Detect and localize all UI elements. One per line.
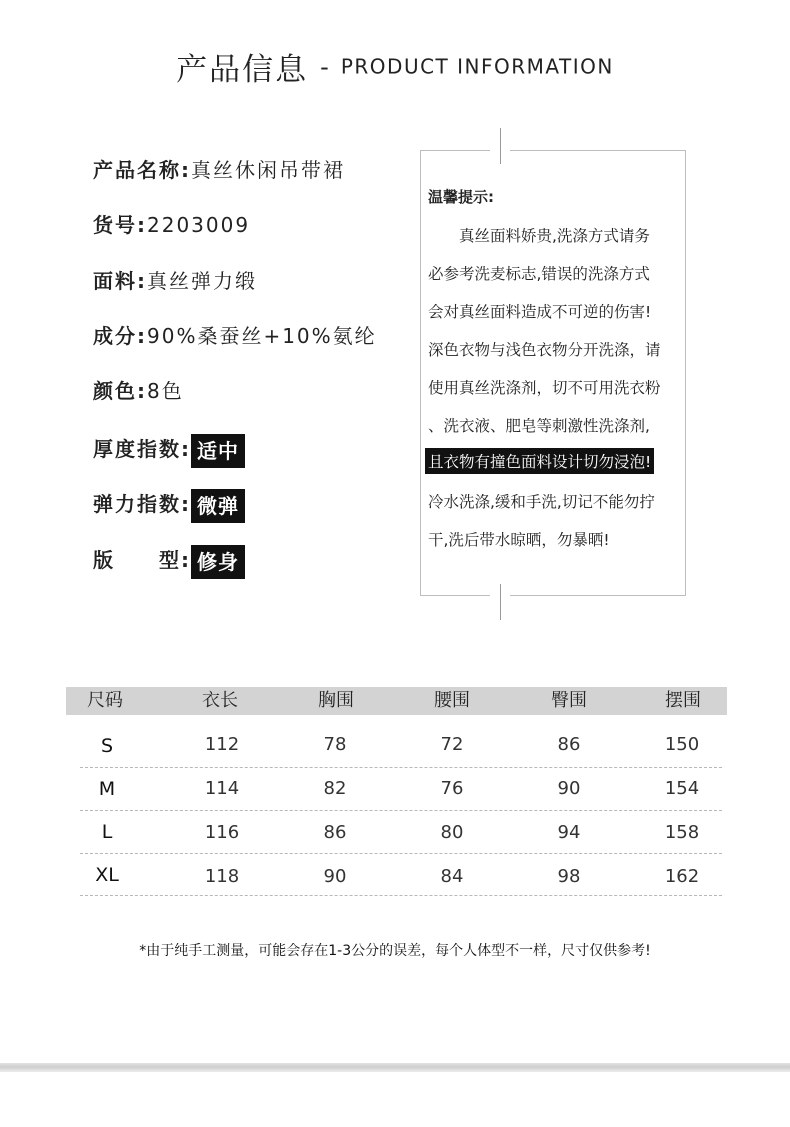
- size-cell: L: [101, 821, 113, 843]
- spec-label: 版 型:: [93, 548, 191, 572]
- care-line: 会对真丝面料造成不可逆的伤害!: [428, 303, 652, 321]
- box-connector-bottom: [500, 584, 501, 620]
- care-line: 深色衣物与浅色衣物分开洗涤，请: [428, 341, 661, 359]
- row-divider: [80, 895, 722, 896]
- spec-label: 货号:: [93, 213, 147, 237]
- table-cell: 78: [323, 734, 347, 755]
- table-cell: 86: [323, 822, 347, 843]
- spec-color: [93, 373, 423, 409]
- row-divider: [80, 767, 722, 768]
- table-cell: 158: [664, 822, 700, 843]
- table-cell: 94: [557, 822, 581, 843]
- care-line: 必参考洗麦标志,错误的洗涤方式: [428, 265, 650, 283]
- table-cell: 112: [204, 734, 240, 755]
- table-cell: 150: [664, 734, 700, 755]
- col-header-hem: 摆围: [665, 690, 701, 711]
- spec-label: 厚度指数:: [93, 437, 191, 461]
- row-divider: [80, 853, 722, 854]
- size-table-header: [66, 687, 727, 715]
- table-cell: 90: [323, 866, 347, 887]
- care-line-highlight: 且衣物有撞色面料设计切勿浸泡!: [425, 448, 654, 474]
- thickness-badge: 适中: [191, 434, 245, 468]
- care-line: 冷水洗涤,缓和手洗,切记不能勿拧: [428, 493, 655, 511]
- table-cell: 154: [664, 778, 700, 799]
- fit-badge: 修身: [191, 545, 245, 579]
- row-divider: [80, 810, 722, 811]
- spec-composition: [93, 318, 423, 354]
- size-cell: M: [98, 778, 116, 800]
- table-cell: 76: [440, 778, 464, 799]
- spec-item-number: [93, 207, 423, 243]
- care-line: 干,洗后带水晾晒，勿暴晒!: [428, 531, 610, 549]
- spec-fit: [93, 542, 423, 578]
- table-cell: 86: [557, 734, 581, 755]
- spec-value: 8色: [147, 379, 184, 403]
- bottom-divider: [0, 1063, 790, 1072]
- table-cell: 98: [557, 866, 581, 887]
- title-en: PRODUCT INFORMATION: [340, 54, 614, 79]
- table-cell: 162: [664, 866, 700, 887]
- col-header-length: 衣长: [202, 690, 238, 711]
- measurement-footnote: *由于纯手工测量，可能会存在1-3公分的误差，每个人体型不一样，尺寸仅供参考!: [139, 943, 651, 959]
- care-line: 真丝面料娇贵,洗涤方式请务: [428, 227, 650, 245]
- table-cell: 118: [204, 866, 240, 887]
- spec-label: 成分:: [93, 324, 147, 348]
- spec-value: 2203009: [147, 213, 251, 237]
- spec-value: 真丝弹力缎: [147, 269, 257, 293]
- elasticity-badge: 微弹: [191, 489, 245, 523]
- size-cell: XL: [95, 864, 119, 886]
- spec-label: 颜色:: [93, 379, 147, 403]
- spec-elasticity: [93, 486, 423, 522]
- table-cell: 80: [440, 822, 464, 843]
- care-line: 使用真丝洗涤剂，切不可用洗衣粉: [428, 379, 661, 397]
- title-cn: 产品信息: [176, 52, 309, 88]
- spec-label: 产品名称:: [93, 158, 191, 182]
- table-cell: 114: [204, 778, 240, 799]
- care-line: 、洗衣液、肥皂等刺激性洗涤剂,: [428, 417, 650, 435]
- col-header-bust: 胸围: [318, 690, 354, 711]
- spec-label: 弹力指数:: [93, 492, 191, 516]
- spec-value: 90%桑蚕丝+10%氨纶: [147, 324, 377, 348]
- spec-label: 面料:: [93, 269, 147, 293]
- spec-name: [93, 152, 423, 188]
- table-cell: 82: [323, 778, 347, 799]
- col-header-waist: 腰围: [434, 690, 470, 711]
- table-cell: 72: [440, 734, 464, 755]
- col-header-hip: 臀围: [551, 690, 587, 711]
- box-connector-top: [500, 128, 501, 164]
- table-cell: 116: [204, 822, 240, 843]
- spec-thickness: [93, 431, 423, 467]
- size-cell: S: [100, 735, 114, 757]
- table-cell: 90: [557, 778, 581, 799]
- table-cell: 84: [440, 866, 464, 887]
- care-title: 温馨提示:: [428, 188, 494, 206]
- col-header-size: 尺码: [87, 690, 123, 711]
- spec-value: 真丝休闲吊带裙: [191, 158, 345, 182]
- spec-fabric: [93, 263, 423, 299]
- title-separator: -: [320, 52, 329, 81]
- page-title: [0, 44, 790, 89]
